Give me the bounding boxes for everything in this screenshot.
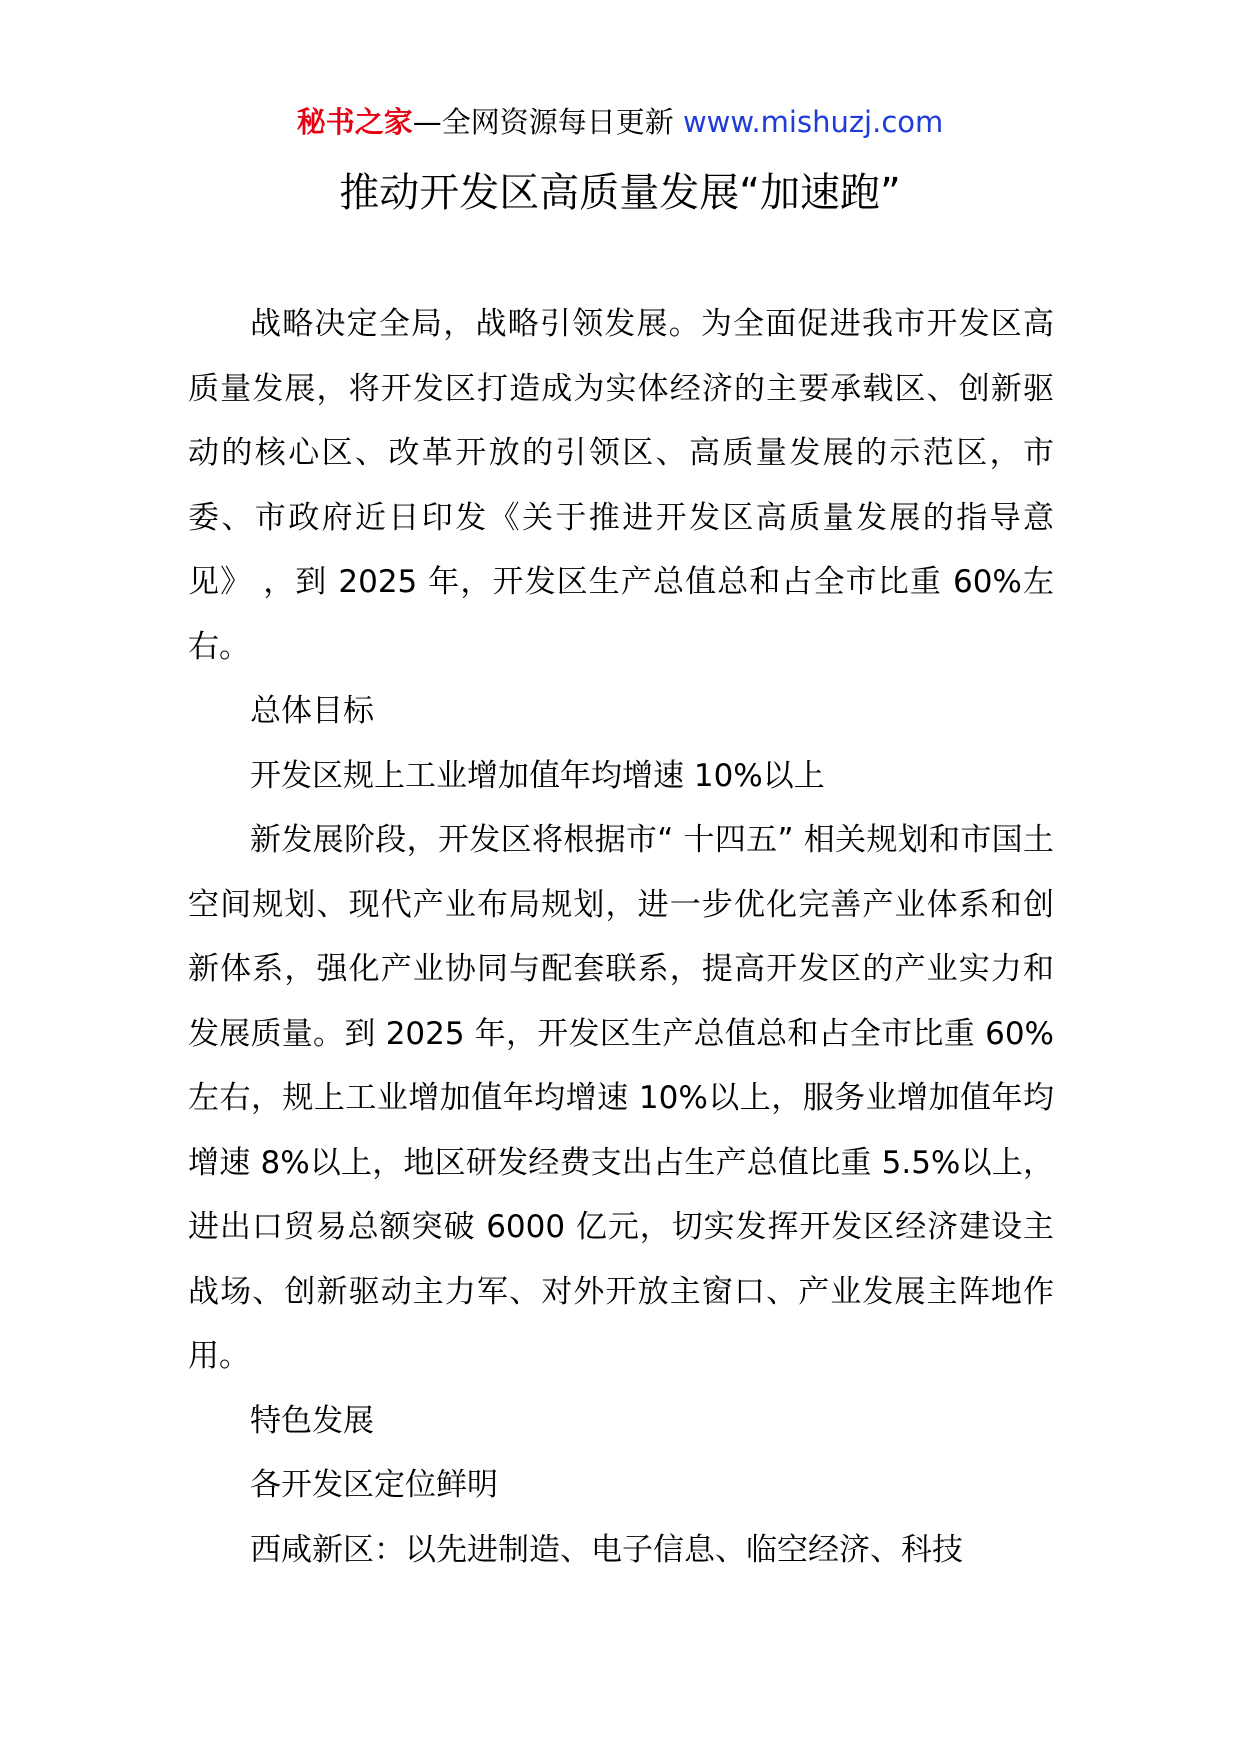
paragraph-development-stage: 新发展阶段，开发区将根据市“ 十四五” 相关规划和市国土空间规划、现代产业布局规划，进一步优化完善产业体系和创新体系，强化产业协同与配套联系，提高开发区的产业实力和发展质量。到 2025 年，开发区生产总值总和占全市比重 60%左右，规上工业增加值年均增速 10%以上，服务业增加值年均增速 8%以上，地区研发经费支出占生产总值比重 5.5%以上，进出口贸易总额突破 6000 亿元，切实发挥开发区经济建设主战场、创新驱动主力军、对外开放主窗口、产业发展主阵地作用。 xyxy=(188,822,1054,1374)
site-brand: 秘书之家 xyxy=(296,105,413,139)
paragraph-xixian-new-area: 西咸新区：以先进制造、电子信息、临空经济、科技 xyxy=(250,1531,963,1568)
site-url-link[interactable]: www.mishuzj.com xyxy=(682,105,944,139)
section-heading-featured-development: 特色发展 xyxy=(250,1402,374,1439)
subheading-industrial-growth: 开发区规上工业增加值年均增速 10%以上 xyxy=(250,757,825,794)
document-title: 推动开发区高质量发展“加速跑” xyxy=(339,170,901,216)
section-heading-overall-goal: 总体目标 xyxy=(250,693,374,729)
paragraph-intro: 战略决定全局，战略引领发展。为全面促进我市开发区高质量发展，将开发区打造成为实体经济的主要承载区、创新驱动的核心区、改革开放的引领区、高质量发展的示范区，市委、市政府近日印发《关于推进开发区高质量发展的指导意见》 ，到 2025 年，开发区生产总值总和占全市比重 60%左右。 xyxy=(188,306,1054,665)
document-body xyxy=(188,292,1054,1582)
site-slogan: —全网资源每日更新 xyxy=(412,105,674,139)
site-header xyxy=(0,100,1240,144)
subheading-zone-positioning: 各开发区定位鲜明 xyxy=(250,1467,498,1503)
